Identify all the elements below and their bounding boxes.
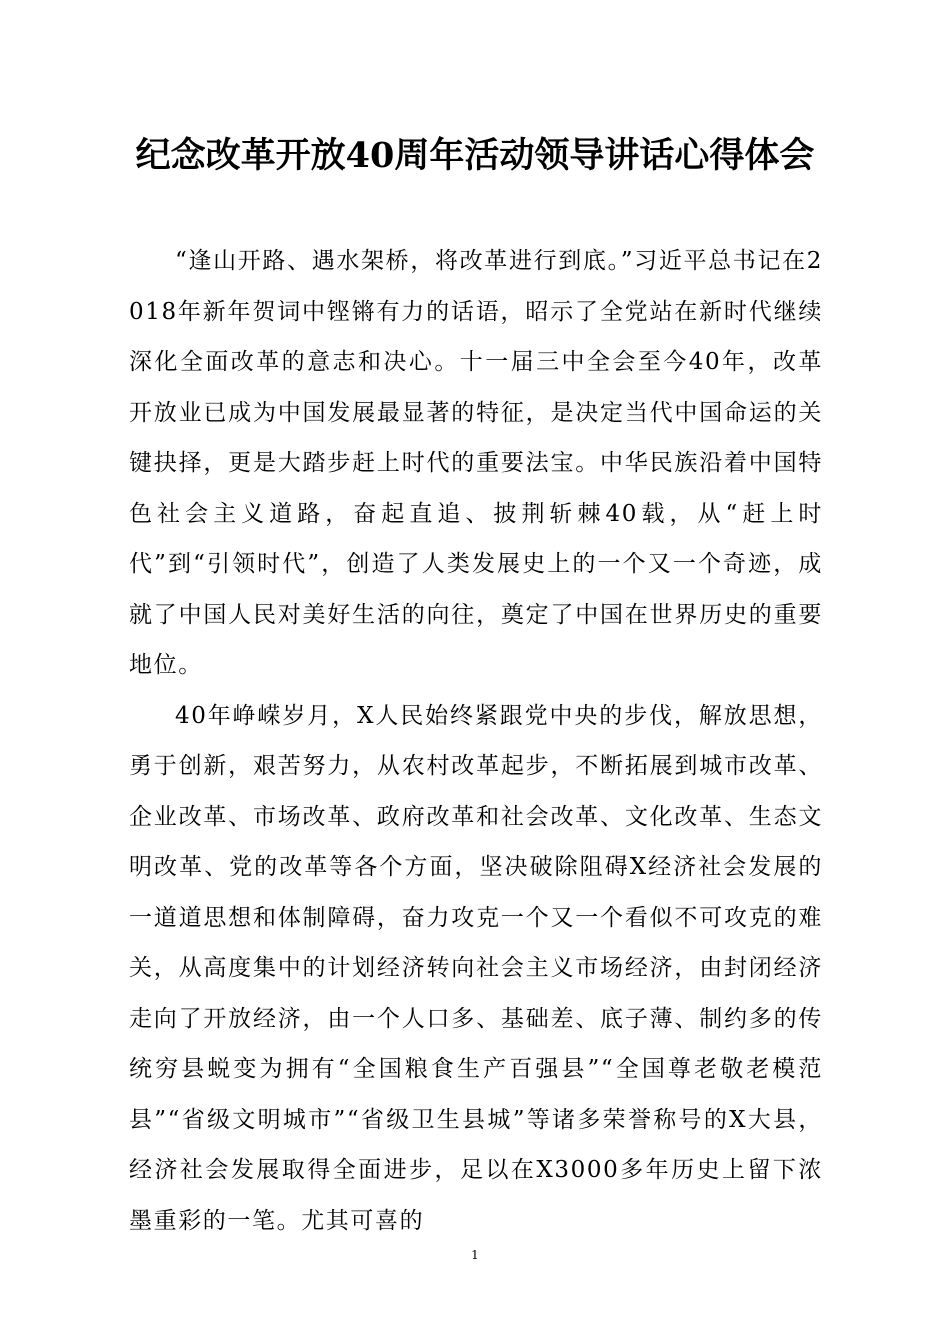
- page-number: 1: [471, 1248, 479, 1262]
- paragraph-1: “逢山开路、遇水架桥，将改革进行到底。”习近平总书记在2018年新年贺词中铿锵有力的话语，昭示了全党站在新时代继续深化全面改革的意志和决心。十一届三中全会至今40年，改革开放业已成为中国发展最显著的特征，是决定当代中国命运的关键抉择，更是大踏步赶上时代的重要法宝。中华民族沿着中国特色社会主义道路，奋起直追、披荆斩棘40载，从“赶上时代”到“引领时代”，创造了人类发展史上的一个又一个奇迹，成就了中国人民对美好生活的向往，奠定了中国在世界历史的重要地位。: [129, 248, 823, 678]
- document-title: 纪念改革开放40周年活动领导讲话心得体会: [135, 135, 815, 176]
- paragraph-2: 40年峥嵘岁月，X人民始终紧跟党中央的步伐，解放思想，勇于创新，艰苦努力，从农村改革起步，不断拓展到城市改革、企业改革、市场改革、政府改革和社会改革、文化改革、生态文明改革、党的改革等各个方面，坚决破除阻碍X经济社会发展的一道道思想和体制障碍，奋力攻克一个又一个看似不可攻克的难关，从高度集中的计划经济转向社会主义市场经济，由封闭经济走向了开放经济，由一个人口多、基础差、底子薄、制约多的传统穷县蜕变为拥有“全国粮食生产百强县”“全国尊老敬老模范县”“省级文明城市”“省级卫生县城”等诸多荣誉称号的X大县，经济社会发展取得全面进步，足以在X3000多年历史上留下浓墨重彩的一笔。尤其可喜的: [129, 702, 823, 1234]
- document-body: [129, 236, 823, 1246]
